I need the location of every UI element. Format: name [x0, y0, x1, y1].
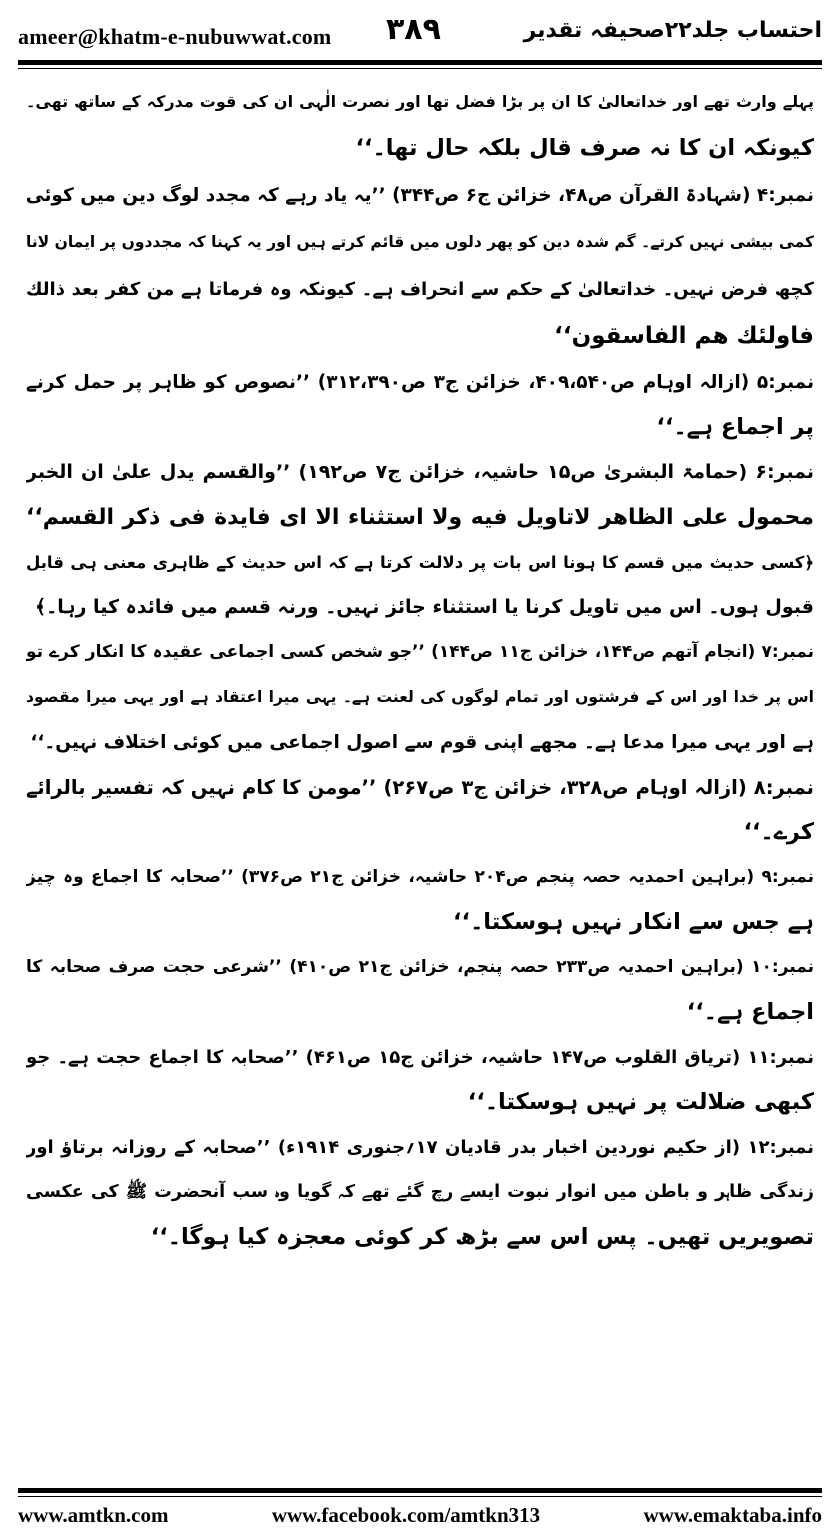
text-body — [26, 78, 814, 1260]
text-line: نمبر:۵ (ازالہ اوہام ص۴۰۹،۵۴۰، خزائن ج۳ ص۳۱۲،۳۹۰) ’’نصوص کو ظاہر پر حمل کرنے — [26, 372, 814, 393]
footer-link-emaktaba: www.emaktaba.info — [643, 1503, 822, 1527]
text-line: نمبر:۶ (حمامۃ البشریٰ ص۱۵ حاشیہ، خزائن ج۷ ص۱۹۲) ’’والقسم يدل علىٰ ان الخبر — [26, 461, 814, 483]
text-line: تصویریں تھیں۔ پس اس سے بڑھ کر کوئی معجزہ کیا ہوگا۔‘‘ — [150, 1224, 814, 1250]
text-line: زندگی ظاہر و باطن میں انوار نبوت ایسے رچ گئے تھے کہ گویا وہ سب آنحضرت ﷺ کی عکسی — [26, 1182, 814, 1202]
text-line: کبھی ضلالت پر نہیں ہوسکتا۔‘‘ — [467, 1089, 814, 1115]
footer-link-amtkn: www.amtkn.com — [18, 1503, 169, 1527]
text-line: قبول ہوں۔ اس میں تاویل کرنا یا استثناء جائز نہیں۔ ورنہ قسم میں فائدہ کیا رہا۔﴾ — [34, 596, 814, 618]
text-line: نمبر:۸ (ازالہ اوہام ص۳۲۸، خزائن ج۳ ص۲۶۷) ’’مومن کا کام نہیں کہ تفسیر بالرائے — [26, 776, 814, 799]
text-line: نمبر:۷ (انجام آتھم ص۱۴۴، خزائن ج۱۱ ص۱۴۴) ’’جو شخص کسی اجماعی عقیدہ کا انکار کرے تو — [26, 642, 814, 662]
text-line: اجماع ہے۔‘‘ — [686, 999, 814, 1025]
text-line: ہے اور یہی میرا مدعا ہے۔ مجھے اپنی قوم سے اصول اجماعی میں کوئی اختلاف نہیں۔‘‘ — [30, 732, 814, 753]
footer-rule-thin — [18, 1496, 822, 1497]
header-email: ameer@khatm-e-nubuwwat.com — [18, 24, 332, 49]
page-number: ۳۸۹ — [386, 12, 441, 47]
text-line: ہے جس سے انکار نہیں ہوسکتا۔‘‘ — [453, 909, 814, 935]
text-line: اس پر خدا اور اس کے فرشتوں اور تمام لوگوں کی لعنت ہے۔ یہی میرا اعتقاد ہے اور یہی میرا مقصود — [26, 688, 814, 706]
page-header — [18, 8, 822, 62]
running-title: احتساب جلد۲۲صحیفہ تقدیر — [523, 18, 822, 43]
text-line: کمی بیشی نہیں کرتے۔ گم شدہ دین کو پھر دلوں میں قائم کرتے ہیں اور یہ کہنا کہ مجددوں پر ایمان لانا — [26, 233, 814, 251]
text-line: محمول على الظاهر لاتاويل فيه ولا استثناء الا اى فايدة فى ذكر القسم‘‘ — [26, 505, 814, 530]
text-line: نمبر:۹ (براہین احمدیہ حصہ پنجم ص۲۰۴ حاشیہ، خزائن ج۲۱ ص۳۷۶) ’’صحابہ کا اجماع وہ چیز — [26, 867, 814, 887]
text-line: نمبر:۱۱ (تریاق القلوب ص۱۴۷ حاشیہ، خزائن ج۱۵ ص۴۶۱) ’’صحابہ کا اجماع حجت ہے۔ جو — [26, 1047, 814, 1068]
text-line: نمبر:۴ (شہادۃ القرآن ص۴۸، خزائن ج۶ ص۳۴۴) ’’یہ یاد رہے کہ مجدد لوگ دین میں کوئی — [26, 185, 814, 206]
text-line: نمبر:۱۲ (از حکیم نوردین اخبار بدر قادیان ۱۷؍جنوری ۱۹۱۴ء) ’’صحابہ کے روزانہ برتاؤ اور — [26, 1137, 814, 1158]
text-line: پہلے وارث تھے اور خداتعالیٰ کا ان پر بڑا فضل تھا اور نصرت الٰہی ان کی قوت مدرکہ کے ساتھ تھی۔ — [26, 92, 814, 111]
footer-link-facebook: www.facebook.com/amtkn313 — [271, 1503, 541, 1527]
text-line: فاولئك هم الفاسقون‘‘ — [554, 323, 814, 349]
footer-rule-thick — [18, 1488, 822, 1493]
text-line: ﴿کسی حدیث میں قسم کا ہونا اس بات پر دلالت کرتا ہے کہ اس حدیث کے ظاہری معنی ہی قابل — [26, 553, 814, 572]
page-footer — [18, 1503, 822, 1528]
text-line: کیونکہ ان کا نہ صرف قال بلکہ حال تھا۔‘‘ — [355, 135, 814, 161]
text-line: کچھ فرض نہیں۔ خداتعالیٰ کے حکم سے انحراف ہے۔ کیونکہ وہ فرماتا ہے من کفر بعد ذالك — [26, 279, 814, 300]
header-rule-thin — [18, 68, 822, 69]
text-line: کرے۔‘‘ — [743, 819, 814, 845]
text-line: پر اجماع ہے۔‘‘ — [656, 414, 814, 440]
header-rule-thick — [18, 60, 822, 65]
text-line: نمبر:۱۰ (براہین احمدیہ ص۲۳۳ حصہ پنجم، خزائن ج۲۱ ص۴۱۰) ’’شرعی حجت صرف صحابہ کا — [26, 957, 814, 977]
